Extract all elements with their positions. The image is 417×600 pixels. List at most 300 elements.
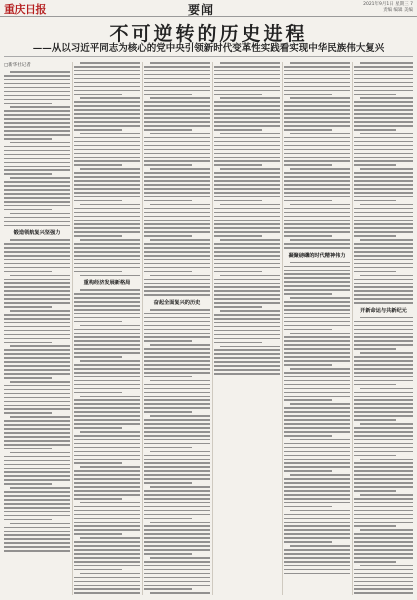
text-line bbox=[214, 365, 280, 367]
text-line bbox=[284, 364, 332, 366]
text-line bbox=[284, 325, 350, 327]
text-line bbox=[74, 533, 122, 535]
text-line bbox=[74, 153, 140, 155]
text-line bbox=[74, 336, 140, 338]
text-line bbox=[144, 105, 210, 107]
text-line bbox=[74, 180, 140, 182]
text-line bbox=[354, 336, 413, 338]
text-line bbox=[144, 360, 210, 362]
text-line bbox=[284, 277, 350, 279]
text-line bbox=[74, 447, 140, 449]
text-line bbox=[354, 325, 413, 327]
text-line bbox=[284, 270, 350, 272]
text-line bbox=[284, 447, 350, 449]
text-line bbox=[360, 565, 413, 567]
text-line bbox=[144, 172, 210, 174]
text-line bbox=[354, 411, 413, 413]
text-line bbox=[354, 364, 413, 366]
text-line bbox=[214, 227, 280, 229]
text-line bbox=[290, 333, 350, 335]
text-line bbox=[354, 141, 413, 143]
text-line bbox=[284, 360, 350, 362]
text-line bbox=[74, 506, 140, 508]
text-line bbox=[354, 506, 413, 508]
text-line bbox=[10, 142, 70, 144]
text-line bbox=[150, 344, 210, 346]
text-line bbox=[220, 204, 280, 206]
column-1 bbox=[4, 62, 70, 595]
text-line bbox=[10, 487, 70, 489]
text-line bbox=[74, 172, 140, 174]
text-line bbox=[354, 372, 413, 374]
text-line bbox=[214, 267, 280, 269]
text-line bbox=[144, 577, 210, 579]
text-line bbox=[284, 220, 350, 222]
text-line bbox=[4, 126, 70, 128]
text-line bbox=[354, 498, 413, 500]
masthead bbox=[0, 0, 417, 17]
text-line bbox=[74, 415, 140, 417]
text-line bbox=[144, 271, 192, 273]
text-line bbox=[144, 388, 210, 390]
text-line bbox=[284, 435, 332, 437]
text-line bbox=[150, 168, 210, 170]
text-line bbox=[150, 415, 210, 417]
text-line bbox=[4, 491, 70, 493]
text-line bbox=[290, 262, 350, 264]
text-line bbox=[4, 87, 70, 89]
text-line bbox=[4, 118, 70, 120]
text-line bbox=[74, 439, 140, 441]
text-line bbox=[4, 460, 70, 462]
col1-text-a bbox=[4, 71, 70, 226]
text-line bbox=[144, 196, 210, 198]
text-line bbox=[10, 452, 70, 454]
text-line bbox=[284, 164, 332, 166]
text-line bbox=[74, 113, 140, 115]
text-line bbox=[4, 209, 52, 211]
text-line bbox=[214, 172, 280, 174]
text-line bbox=[214, 306, 262, 308]
text-line bbox=[284, 153, 350, 155]
text-line bbox=[354, 348, 396, 350]
text-line bbox=[214, 279, 280, 281]
text-line bbox=[214, 82, 280, 84]
text-line bbox=[144, 569, 210, 571]
text-line bbox=[284, 356, 350, 358]
text-line bbox=[74, 297, 140, 299]
text-line bbox=[214, 200, 262, 202]
text-line bbox=[354, 251, 413, 253]
text-line bbox=[354, 294, 413, 296]
text-line bbox=[74, 267, 140, 269]
column-3 bbox=[144, 62, 210, 595]
text-line bbox=[284, 482, 350, 484]
text-line bbox=[4, 169, 70, 171]
column-4 bbox=[214, 62, 280, 595]
text-line bbox=[150, 380, 210, 382]
text-line bbox=[144, 259, 210, 261]
text-line bbox=[354, 78, 413, 80]
text-line bbox=[284, 498, 350, 500]
text-line bbox=[4, 314, 70, 316]
text-line bbox=[214, 216, 280, 218]
text-line bbox=[354, 223, 413, 225]
text-line bbox=[354, 231, 413, 233]
text-line bbox=[144, 514, 210, 516]
text-line bbox=[74, 293, 140, 295]
text-line bbox=[284, 569, 350, 571]
text-line bbox=[4, 483, 52, 485]
text-line bbox=[284, 149, 350, 151]
text-line bbox=[214, 74, 280, 76]
text-line bbox=[354, 180, 413, 182]
text-line bbox=[4, 243, 70, 245]
text-line bbox=[144, 263, 210, 265]
text-line bbox=[214, 180, 280, 182]
text-line bbox=[354, 522, 413, 524]
text-line bbox=[144, 364, 210, 366]
text-line bbox=[74, 125, 140, 127]
text-line bbox=[4, 389, 70, 391]
text-line bbox=[144, 510, 210, 512]
text-line bbox=[74, 459, 140, 461]
text-line bbox=[74, 364, 140, 366]
text-line bbox=[284, 313, 350, 315]
text-line bbox=[284, 235, 332, 237]
text-line bbox=[284, 293, 332, 295]
text-line bbox=[144, 565, 210, 567]
text-line bbox=[214, 357, 280, 359]
text-line bbox=[74, 223, 140, 225]
text-line bbox=[74, 423, 140, 425]
text-line bbox=[4, 464, 70, 466]
text-line bbox=[354, 216, 413, 218]
text-line bbox=[284, 427, 350, 429]
text-line bbox=[354, 283, 413, 285]
text-line bbox=[360, 97, 413, 99]
text-line bbox=[144, 153, 210, 155]
text-line bbox=[74, 368, 140, 370]
text-line bbox=[74, 329, 140, 331]
text-line bbox=[284, 121, 350, 123]
text-line bbox=[4, 294, 70, 296]
text-line bbox=[4, 263, 70, 265]
text-line bbox=[4, 110, 70, 112]
subtitle-5: 开新命运与共新纪元 bbox=[360, 307, 407, 314]
text-line bbox=[144, 192, 210, 194]
text-line bbox=[144, 399, 210, 401]
text-line bbox=[284, 305, 350, 307]
text-line bbox=[214, 94, 262, 96]
text-line bbox=[144, 325, 210, 327]
text-line bbox=[354, 525, 396, 527]
text-line bbox=[74, 94, 122, 96]
text-line bbox=[10, 177, 70, 179]
text-line bbox=[144, 145, 210, 147]
text-line bbox=[4, 166, 70, 168]
text-line bbox=[74, 301, 140, 303]
text-line bbox=[284, 419, 350, 421]
text-line bbox=[4, 377, 52, 379]
text-line bbox=[80, 289, 140, 291]
text-line bbox=[354, 553, 413, 555]
text-line bbox=[290, 62, 350, 64]
text-line bbox=[4, 369, 70, 371]
text-line bbox=[74, 399, 140, 401]
text-line bbox=[4, 306, 52, 308]
text-line bbox=[74, 66, 140, 68]
text-line bbox=[144, 286, 210, 288]
text-line bbox=[10, 71, 70, 73]
text-line bbox=[284, 129, 332, 131]
text-line bbox=[4, 428, 70, 430]
text-line bbox=[354, 419, 396, 421]
text-line bbox=[74, 455, 140, 457]
text-line bbox=[214, 66, 280, 68]
text-line bbox=[354, 212, 413, 214]
text-line bbox=[74, 192, 140, 194]
text-line bbox=[144, 525, 210, 527]
text-line bbox=[4, 103, 52, 105]
text-line bbox=[4, 373, 70, 375]
text-line bbox=[284, 336, 350, 338]
text-line bbox=[80, 133, 140, 135]
text-line bbox=[354, 447, 413, 449]
text-line bbox=[354, 321, 413, 323]
text-line bbox=[4, 99, 70, 101]
text-line bbox=[74, 376, 140, 378]
text-line bbox=[144, 502, 210, 504]
text-line bbox=[214, 86, 280, 88]
text-line bbox=[144, 459, 210, 461]
text-line bbox=[74, 494, 140, 496]
text-line bbox=[4, 334, 70, 336]
text-line bbox=[4, 550, 70, 552]
text-line bbox=[74, 176, 140, 178]
text-line bbox=[214, 369, 280, 371]
text-line bbox=[4, 365, 70, 367]
text-line bbox=[354, 74, 413, 76]
text-line bbox=[354, 380, 413, 382]
text-line bbox=[74, 317, 140, 319]
text-line bbox=[144, 340, 192, 342]
text-line bbox=[74, 348, 140, 350]
text-line bbox=[74, 145, 140, 147]
text-line bbox=[144, 267, 210, 269]
text-line bbox=[214, 157, 280, 159]
text-line bbox=[354, 298, 413, 300]
text-line bbox=[290, 474, 350, 476]
text-line bbox=[144, 117, 210, 119]
text-line bbox=[354, 235, 396, 237]
text-line bbox=[74, 157, 140, 159]
text-line bbox=[80, 502, 140, 504]
text-line bbox=[144, 247, 210, 249]
text-line bbox=[214, 109, 280, 111]
text-line bbox=[150, 133, 210, 135]
text-line bbox=[354, 192, 413, 194]
text-line bbox=[144, 66, 210, 68]
text-line bbox=[144, 537, 210, 539]
text-line bbox=[4, 507, 70, 509]
column-2 bbox=[74, 62, 140, 595]
text-line bbox=[144, 411, 192, 413]
text-line bbox=[284, 141, 350, 143]
text-line bbox=[74, 263, 140, 265]
subtitle-2: 重构经济发展新格局 bbox=[83, 280, 131, 287]
text-line bbox=[354, 94, 396, 96]
text-line bbox=[214, 212, 280, 214]
text-line bbox=[4, 538, 70, 540]
text-line bbox=[144, 336, 210, 338]
text-line bbox=[214, 223, 280, 225]
text-line bbox=[354, 66, 413, 68]
text-line bbox=[4, 181, 70, 183]
text-line bbox=[354, 462, 413, 464]
text-line bbox=[80, 573, 140, 575]
text-line bbox=[144, 121, 210, 123]
col2-text-a bbox=[74, 62, 140, 276]
text-line bbox=[284, 125, 350, 127]
text-line bbox=[144, 231, 210, 233]
text-line bbox=[74, 419, 140, 421]
text-line bbox=[144, 208, 210, 210]
text-line bbox=[74, 333, 140, 335]
text-line bbox=[74, 129, 122, 131]
text-line bbox=[144, 176, 210, 178]
text-line bbox=[214, 338, 280, 340]
text-line bbox=[144, 157, 210, 159]
text-line bbox=[214, 141, 280, 143]
text-line bbox=[144, 533, 210, 535]
text-line bbox=[74, 529, 140, 531]
text-line bbox=[284, 423, 350, 425]
text-line bbox=[290, 368, 350, 370]
text-line bbox=[144, 317, 210, 319]
text-line bbox=[284, 455, 350, 457]
text-line bbox=[284, 502, 350, 504]
text-line bbox=[284, 514, 350, 516]
text-line bbox=[4, 158, 70, 160]
text-line bbox=[144, 541, 210, 543]
text-line bbox=[74, 117, 140, 119]
subtitle-4: 凝聚磅礴的时代精神伟力 bbox=[288, 252, 346, 259]
text-line bbox=[144, 392, 210, 394]
text-line bbox=[284, 82, 350, 84]
text-line bbox=[144, 356, 210, 358]
text-line bbox=[4, 114, 70, 116]
text-line bbox=[150, 204, 210, 206]
text-line bbox=[290, 168, 350, 170]
text-line bbox=[4, 357, 70, 359]
text-line bbox=[284, 541, 332, 543]
text-line bbox=[10, 381, 70, 383]
text-line bbox=[144, 188, 210, 190]
text-line bbox=[290, 133, 350, 135]
text-line bbox=[74, 188, 140, 190]
text-line bbox=[354, 588, 413, 590]
text-line bbox=[80, 168, 140, 170]
text-line bbox=[214, 101, 280, 103]
text-line bbox=[284, 529, 350, 531]
text-line bbox=[144, 227, 210, 229]
text-line bbox=[144, 553, 192, 555]
col1-text-b bbox=[4, 239, 70, 552]
text-line bbox=[144, 220, 210, 222]
text-line bbox=[144, 137, 210, 139]
text-line bbox=[214, 90, 280, 92]
text-line bbox=[354, 70, 413, 72]
text-line bbox=[4, 330, 70, 332]
text-line bbox=[354, 121, 413, 123]
text-line bbox=[284, 506, 332, 508]
text-line bbox=[354, 86, 413, 88]
text-line bbox=[354, 557, 413, 559]
text-line bbox=[144, 470, 210, 472]
text-line bbox=[74, 565, 140, 567]
text-line bbox=[74, 149, 140, 151]
text-line bbox=[284, 281, 350, 283]
text-line bbox=[284, 160, 350, 162]
text-line bbox=[284, 537, 350, 539]
text-line bbox=[144, 396, 210, 398]
text-line bbox=[360, 239, 413, 241]
text-line bbox=[144, 435, 210, 437]
text-line bbox=[4, 393, 70, 395]
text-line bbox=[4, 318, 70, 320]
text-line bbox=[4, 468, 70, 470]
text-line bbox=[214, 349, 280, 351]
text-line bbox=[150, 557, 210, 559]
text-line bbox=[74, 372, 140, 374]
col3-text-b bbox=[144, 309, 210, 595]
text-line bbox=[74, 247, 140, 249]
text-line bbox=[144, 482, 192, 484]
text-line bbox=[214, 78, 280, 80]
text-line bbox=[74, 212, 140, 214]
text-line bbox=[74, 196, 140, 198]
text-line bbox=[144, 419, 210, 421]
text-line bbox=[144, 403, 210, 405]
text-line bbox=[354, 486, 413, 488]
text-line bbox=[10, 345, 70, 347]
text-line bbox=[80, 537, 140, 539]
col3-text-a bbox=[144, 62, 210, 296]
text-line bbox=[144, 348, 210, 350]
text-line bbox=[214, 164, 262, 166]
text-line bbox=[144, 160, 210, 162]
text-line bbox=[354, 439, 413, 441]
col5-text-b bbox=[284, 262, 350, 575]
text-line bbox=[284, 372, 350, 374]
text-line bbox=[74, 231, 140, 233]
text-line bbox=[284, 74, 350, 76]
text-line bbox=[74, 407, 140, 409]
text-line bbox=[284, 415, 350, 417]
text-line bbox=[284, 478, 350, 480]
text-line bbox=[4, 349, 70, 351]
text-line bbox=[4, 130, 70, 132]
text-line bbox=[80, 275, 140, 277]
text-line bbox=[354, 561, 396, 563]
text-line bbox=[74, 380, 140, 382]
text-line bbox=[144, 352, 210, 354]
text-line bbox=[354, 164, 396, 166]
text-line bbox=[74, 305, 140, 307]
text-line bbox=[144, 243, 210, 245]
text-line bbox=[284, 208, 350, 210]
